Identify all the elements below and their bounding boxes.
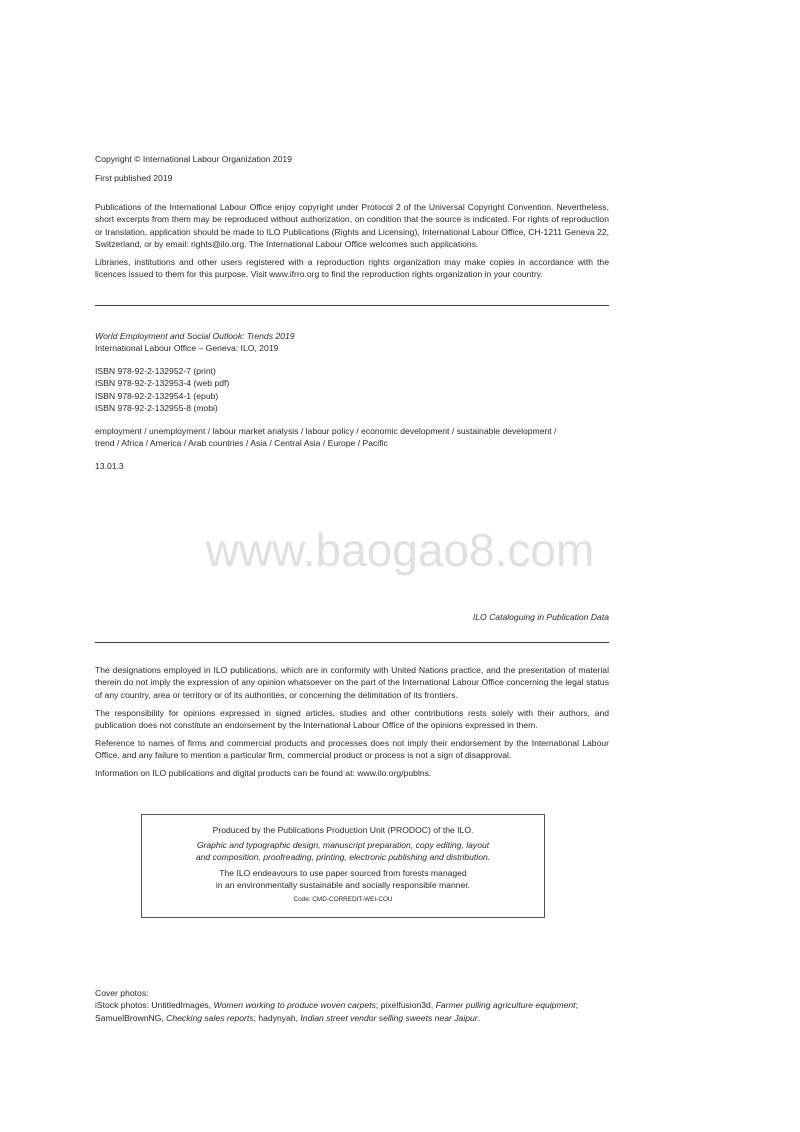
production-unit-line: Produced by the Publications Production Unit (PRODOC) of the ILO. [212, 825, 474, 835]
isbn-mobi: ISBN 978-92-2-132955-8 (mobi) [95, 403, 218, 414]
production-code: Code: CMD-CORREDIT-WEI-COU [293, 896, 393, 904]
publications-info: Information on ILO publications and digital products can be found at: www.ilo.org/publns. [95, 768, 432, 778]
photo-credit-caption: Women working to produce woven carpets [213, 1000, 376, 1011]
designations-disclaimer: The designations employed in ILO publications, which are in conformity with United Nations practice, and the presentation of material therein do not imply the expression of any opinion whatsoever on the part of the International Labour Office concerning the legal status of any country, area or territory or of its authorities, or concerning the delimitation of its frontiers. [95, 665, 609, 700]
isbn-list [95, 365, 609, 415]
photo-credit-source: iStock photos: UntitledImages, [95, 1000, 214, 1011]
photo-credit-source: ; hadynyah, [253, 1012, 301, 1023]
publisher-line: International Labour Office – Geneva: ILO, 2019 [95, 343, 279, 354]
production-services-line-2: and composition, proofreading, printing, electronic publishing and distribution. [195, 852, 491, 863]
reference-disclaimer: Reference to names of firms and commercial products and processes does not imply their endorsement by the International Labour Office, and any failure to mention a particular firm, commercial product or process is not a sign of disapproval. [95, 738, 609, 761]
production-box [141, 814, 545, 918]
divider-top [95, 305, 609, 306]
divider-middle [95, 642, 609, 643]
first-published: First published 2019 [95, 173, 173, 183]
cataloguing-caption: ILO Cataloguing in Publication Data [472, 612, 609, 622]
rights-paragraph: Publications of the International Labour Office enjoy copyright under Protocol 2 of the Universal Copyright Convention. Nevertheless, short excerpts from them may be reproduced without authorization, on condition that the source is indicated. For rights of reproduction or translation, application should be made to ILO Publications (Rights and Licensing), International Labour Office, CH-1211 Geneva 22, Switzerland, or by email: rights@ilo.org. The International Labour Office welcomes such applications. [95, 202, 609, 250]
paper-sourcing-line-2: in an environmentally sustainable and socially responsible manner. [215, 879, 471, 890]
cover-photos [95, 987, 609, 1024]
responsibility-disclaimer: The responsibility for opinions expressed in signed articles, studies and other contributions rests solely with their authors, and publication does not constitute an endorsement by the International Labour Office of the opinions expressed in them. [95, 708, 609, 731]
catalog-entry [95, 330, 609, 355]
photo-credit-caption: Farmer pulling agriculture equipment [435, 1000, 576, 1011]
keywords [95, 425, 609, 450]
photo-credit-separator: ; [575, 1000, 578, 1011]
photo-credit-source: ; pixelfusion3d, [375, 1000, 436, 1011]
isbn-print: ISBN 978-92-2-132952-7 (print) [95, 366, 216, 376]
paper-sourcing-line-1: The ILO endeavours to use paper sourced from forests managed [219, 867, 467, 878]
photo-credit-caption: Indian street vendor selling sweets near Jaipur [300, 1012, 478, 1023]
photo-credit-source: SamuelBrownNG, [95, 1012, 167, 1023]
keywords-line-2: trend / Africa / America / Arab countries / Asia / Central Asia / Europe / Pacific [95, 438, 388, 449]
production-services-line-1: Graphic and typographic design, manuscript preparation, copy editing, layout [196, 840, 490, 851]
isbn-web-pdf: ISBN 978-92-2-132953-4 (web pdf) [95, 378, 230, 389]
copyright-line: Copyright © International Labour Organization 2019 [95, 154, 292, 164]
photo-credit-separator: . [477, 1012, 481, 1023]
publication-title: World Employment and Social Outlook: Trends 2019 [95, 331, 295, 341]
isbn-epub: ISBN 978-92-2-132954-1 (epub) [95, 390, 219, 401]
licensing-paragraph: Libraries, institutions and other users registered with a reproduction rights organization may make copies in accordance with the licences issued to them for this purpose. Visit www.ifrro.org to find the reproduction rights organization in your country. [95, 257, 609, 280]
classification-code: 13.01.3 [95, 461, 124, 471]
watermark: www.baogao8.com [205, 524, 595, 576]
cover-photos-credits-1 [95, 999, 609, 1011]
photo-credit-caption: Checking sales reports [166, 1012, 254, 1023]
cover-photos-credits-2 [95, 1012, 609, 1024]
keywords-line-1: employment / unemployment / labour market analysis / labour policy / economic development / sustainable development / [95, 426, 557, 436]
cover-photos-label: Cover photos: [95, 988, 149, 998]
